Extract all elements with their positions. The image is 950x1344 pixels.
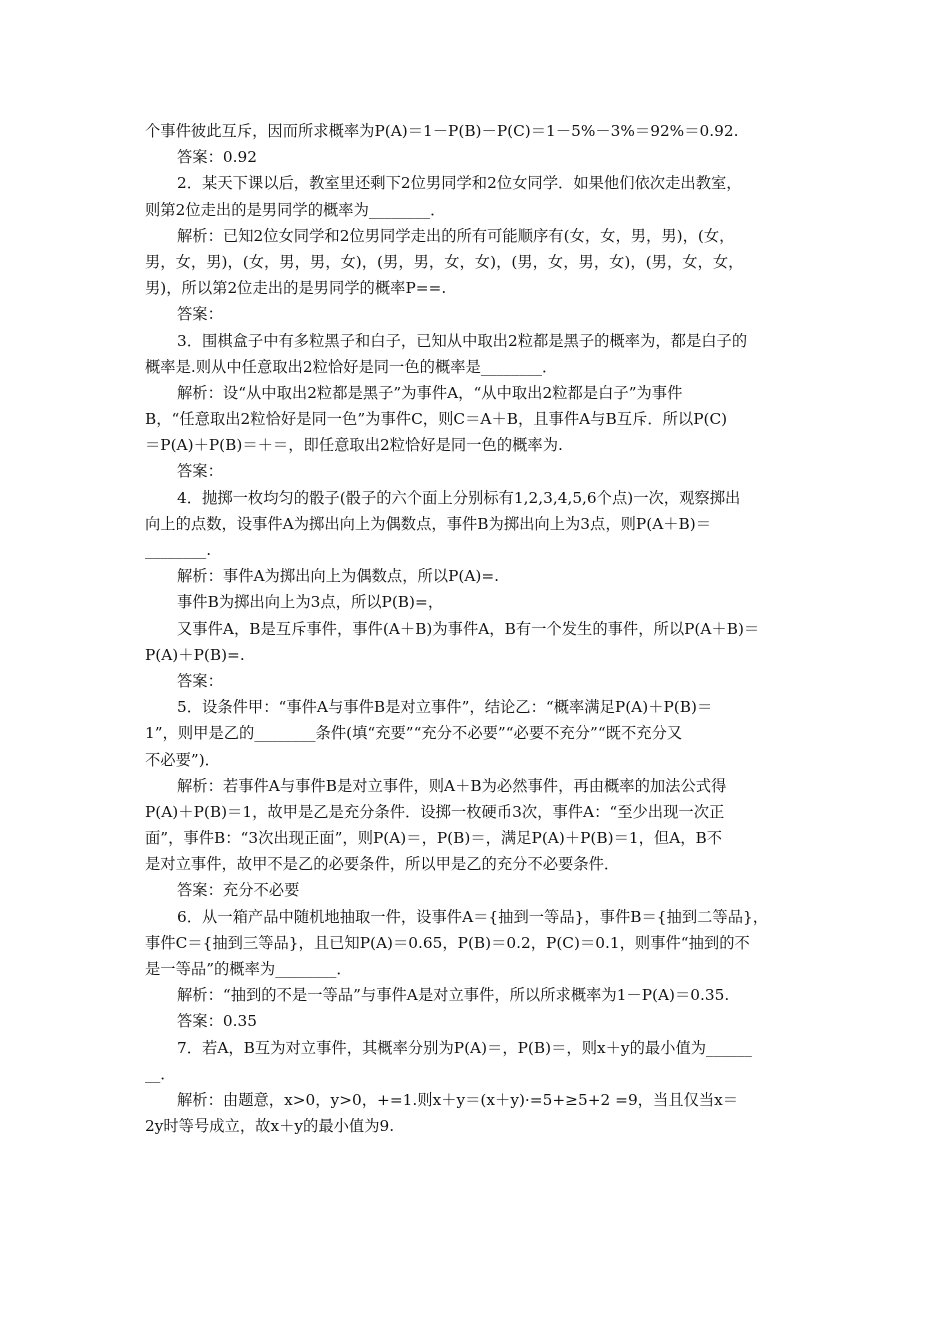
text-line: 则第2位走出的是男同学的概率为________． [145, 200, 446, 219]
text-line: 2y时等号成立，故x＋y的最小值为9. [145, 1117, 395, 1136]
text-line: 1”，则甲是乙的________条件(填“充要”“充分不必要”“必要不充分”“既不充分又 [145, 724, 683, 743]
text-line: 男)，所以第2位走出的是男同学的概率P==. [145, 279, 447, 298]
text-line: 7．若A，B互为对立事件，其概率分别为P(A)＝，P(B)＝，则x＋y的最小值为______ [177, 1038, 752, 1057]
text-line: 答案： [177, 305, 223, 324]
text-line: 解析：设“从中取出2粒都是黑子”为事件A，“从中取出2粒都是白子”为事件 [177, 383, 683, 402]
text-line: ＝P(A)＋P(B)＝＋＝，即任意取出2粒恰好是同一色的概率为. [145, 436, 563, 455]
text-line: ________. [145, 541, 212, 559]
text-line: 事件B为掷出向上为3点，所以P(B)=， [177, 593, 444, 612]
text-line: 5．设条件甲：“事件A与事件B是对立事件”，结论乙：“概率满足P(A)＋P(B)＝ [177, 698, 713, 717]
text-line: 事件C＝{抽到三等品}，且已知P(A)＝0.65，P(B)＝0.2，P(C)＝0.1，则事件“抽到的不 [145, 933, 750, 952]
text-line: 又事件A，B是互斥事件，事件(A＋B)为事件A，B有一个发生的事件，所以P(A＋B)＝ [177, 619, 760, 638]
text-line: P(A)＋P(B)=. [145, 645, 245, 664]
text-line: 个事件彼此互斥，因而所求概率为P(A)＝1－P(B)－P(C)＝1－5%－3%＝92%＝0.92. [145, 122, 739, 140]
text-line: B，“任意取出2粒恰好是同一色”为事件C，则C＝A＋B，且事件A与B互斥．所以P(C) [145, 410, 728, 429]
text-line: 男，女，男)，(女，男，男，女)，(男，男，女，女)，(男，女，男，女)，(男，女，女， [145, 252, 744, 271]
text-line: 不必要”)． [145, 750, 220, 769]
text-line: 2．某天下课以后，教室里还剩下2位男同学和2位女同学．如果他们依次走出教室， [177, 174, 742, 193]
text-line: __． [145, 1064, 176, 1083]
text-line: 答案：充分不必要 [177, 881, 300, 900]
text-line: 3．围棋盒子中有多粒黑子和白子，已知从中取出2粒都是黑子的概率为，都是白子的 [177, 331, 748, 350]
text-line: P(A)＋P(B)＝1，故甲是乙是充分条件．设掷一枚硬币3次，事件A：“至少出现一次正 [145, 802, 725, 821]
text-line: 答案： [177, 462, 223, 481]
text-line: 解析：“抽到的不是一等品”与事件A是对立事件，所以所求概率为1－P(A)＝0.35. [177, 986, 730, 1005]
text-line: 解析：事件A为掷出向上为偶数点，所以P(A)=. [177, 567, 500, 586]
text-line: 解析：已知2位女同学和2位男同学走出的所有可能顺序有(女，女，男，男)，(女， [177, 226, 735, 245]
text-line: 6．从一箱产品中随机地抽取一件，设事件A＝{抽到一等品}，事件B＝{抽到二等品}， [177, 907, 769, 926]
text-line: 面”，事件B：“3次出现正面”，则P(A)＝，P(B)＝，满足P(A)＋P(B)＝1，但A，B不 [145, 829, 723, 848]
text-line: 解析：若事件A与事件B是对立事件，则A＋B为必然事件，再由概率的加法公式得 [177, 776, 727, 795]
text-line: 是一等品”的概率为________． [145, 960, 352, 978]
document-body [145, 118, 810, 1139]
text-line: 答案： [177, 671, 223, 690]
text-line: 概率是.则从中任意取出2粒恰好是同一色的概率是________． [145, 357, 558, 376]
text-line: 向上的点数，设事件A为掷出向上为偶数点，事件B为掷出向上为3点，则P(A＋B)＝ [145, 514, 712, 533]
text-line: 是对立事件，故甲不是乙的必要条件，所以甲是乙的充分不必要条件． [145, 855, 620, 874]
text-line: 答案：0.92 [177, 148, 257, 167]
text-line: 4．抛掷一枚均匀的骰子(骰子的六个面上分别标有1,2,3,4,5,6个点)一次，观察掷出 [177, 488, 741, 507]
text-line: 解析：由题意，x>0，y>0，+=1.则x＋y＝(x＋y)·=5+≥5+2 =9，当且仅当x＝ [177, 1090, 739, 1109]
text-line: 答案：0.35 [177, 1012, 257, 1031]
